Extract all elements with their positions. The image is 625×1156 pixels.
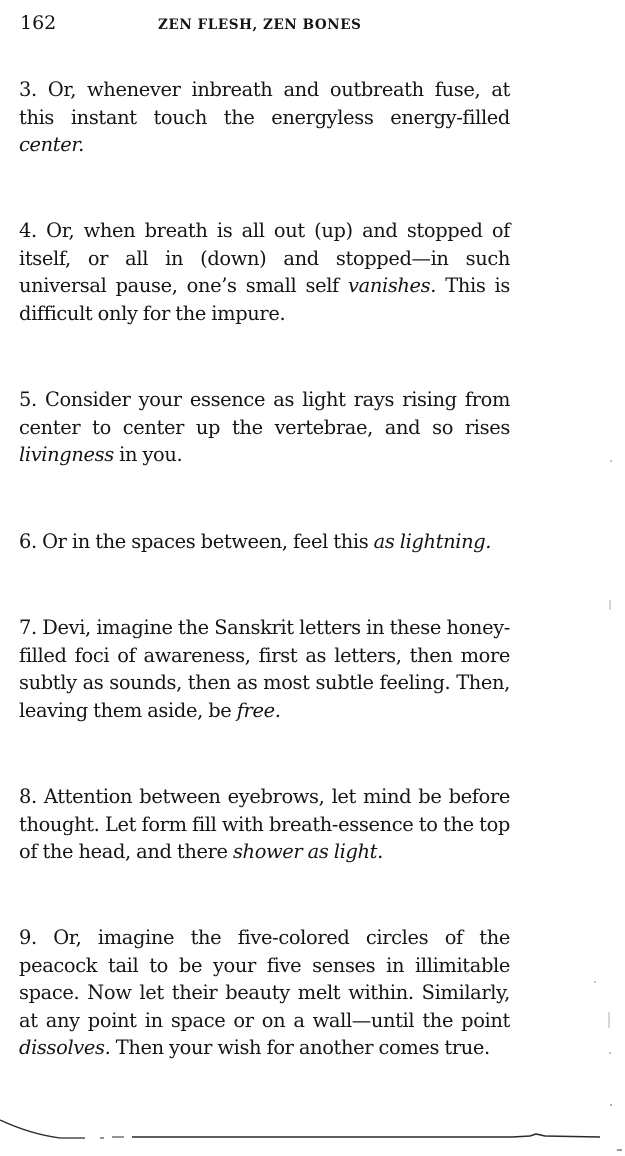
paragraph-emphasis: vanishes. xyxy=(348,274,437,298)
paragraph-text: Or, imagine the five-colored circles of the peacock tail to be your five senses in illimitable space. Now let their beauty melt within. Similarly, at any point in space or on a wall—until the point xyxy=(19,926,510,1032)
paragraph-text: Attention between eyebrows, let mind be before thought. Let form fill with breath-essence to the top of the head, and there xyxy=(19,785,510,864)
paragraph-text: Devi, imagine the Sanskrit letters in these honey-filled foci of awareness, first as letters, then more subtly as sounds, then as most subtle feeling. Then, leaving them aside, be xyxy=(19,616,510,722)
page-number: 162 xyxy=(20,12,57,34)
paragraph-number: 8. xyxy=(19,785,37,808)
page-header xyxy=(20,12,620,38)
paragraph-7 xyxy=(19,614,510,724)
paragraph-emphasis: dissolves. xyxy=(19,1036,111,1060)
paragraph-3 xyxy=(19,76,510,159)
paragraph-emphasis: livingness xyxy=(19,443,114,467)
paragraph-4 xyxy=(19,217,510,327)
paragraph-number: 3. xyxy=(19,78,37,101)
paragraph-emphasis: free. xyxy=(236,698,281,722)
paragraph-text: Or in the spaces between, feel this xyxy=(36,530,374,553)
page-bottom-rule xyxy=(0,1110,625,1156)
paragraph-emphasis: center. xyxy=(19,133,84,157)
paragraph-text-after: This is difficult only for the impure. xyxy=(19,274,510,325)
paragraph-9 xyxy=(19,924,510,1062)
running-head: ZEN FLESH, ZEN BONES xyxy=(158,17,362,33)
paragraph-text: Or, whenever inbreath and outbreath fuse, at this instant touch the energyless energy-filled xyxy=(19,78,510,129)
paragraph-text: Or, when breath is all out (up) and stopped of itself, or all in (down) and stopped—in such universal pause, one’s small self xyxy=(19,219,510,298)
paragraph-number: 4. xyxy=(19,219,37,242)
paragraph-8 xyxy=(19,783,510,866)
paragraph-number: 5. xyxy=(19,388,37,411)
paragraph-text-after: Then your wish for another comes true. xyxy=(110,1036,490,1060)
paragraph-emphasis: as lightning. xyxy=(373,530,492,553)
paragraph-emphasis: shower as light. xyxy=(232,840,383,864)
paragraph-number: 6. xyxy=(19,530,37,553)
paragraph-5 xyxy=(19,386,510,469)
paragraph-6 xyxy=(19,528,510,556)
paragraph-text-after: in you. xyxy=(113,443,183,467)
paragraph-number: 7. xyxy=(19,616,37,639)
paragraph-text: Consider your essence as light rays rising from center to center up the vertebrae, and so rises xyxy=(19,388,510,439)
paragraph-number: 9. xyxy=(19,926,37,949)
